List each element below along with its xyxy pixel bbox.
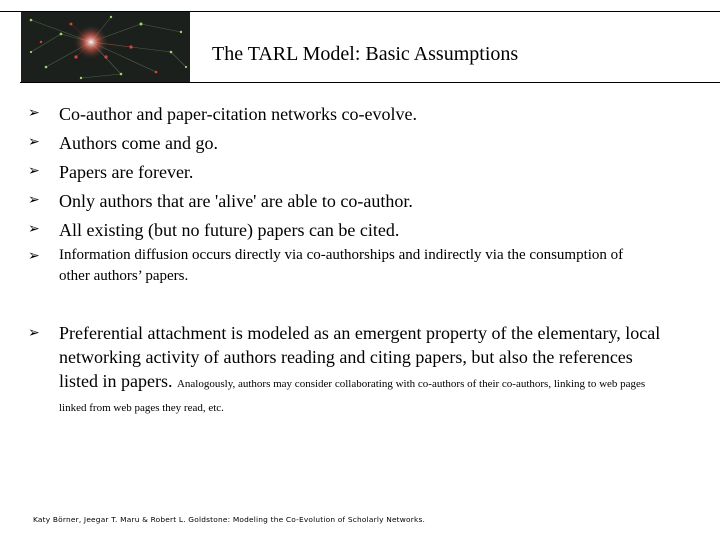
bullet-arrow-icon: ➢ <box>28 163 40 179</box>
title-divider <box>20 82 720 83</box>
bullet-information-diffusion: Information diffusion occurs directly via co-authorships and indirectly via the consumption of other authors’ papers. <box>59 247 624 284</box>
bullet-arrow-icon: ➢ <box>28 325 40 341</box>
bullet-alive: Only authors that are 'alive' are able to co-author. <box>59 191 413 211</box>
bullet-arrow-icon: ➢ <box>28 192 40 208</box>
slide-title: The TARL Model: Basic Assumptions <box>212 43 519 65</box>
network-graph-icon <box>21 12 190 82</box>
bullet-arrow-icon: ➢ <box>28 248 40 264</box>
bullet-authors: Authors come and go. <box>59 133 218 153</box>
analogously-note: Analogously, authors may consider collaborating with co-authors of their co-authors, linking to web pages linked from web pages they read, etc. <box>59 378 646 414</box>
footer-citation: Katy Börner, Jeegar T. Maru & Robert L. Goldstone: Modeling the Co-Evolution of Scholarly Networks. <box>33 515 426 524</box>
bullet-preferential-attachment <box>59 321 669 417</box>
preferential-attachment-text: Preferential attachment is modeled as an emergent property of the elementary, local networking activity of authors reading and citing papers, but also the references listed in papers. <box>59 323 661 391</box>
network-visualization-image <box>21 12 190 82</box>
bullet-arrow-icon: ➢ <box>28 134 40 150</box>
bullet-cited: All existing (but no future) papers can be cited. <box>59 220 400 240</box>
bullet-arrow-icon: ➢ <box>28 221 40 237</box>
bullet-papers: Papers are forever. <box>59 162 194 182</box>
bullet-coevolve: Co-author and paper-citation networks co-evolve. <box>59 104 418 124</box>
bullet-arrow-icon: ➢ <box>28 105 40 121</box>
